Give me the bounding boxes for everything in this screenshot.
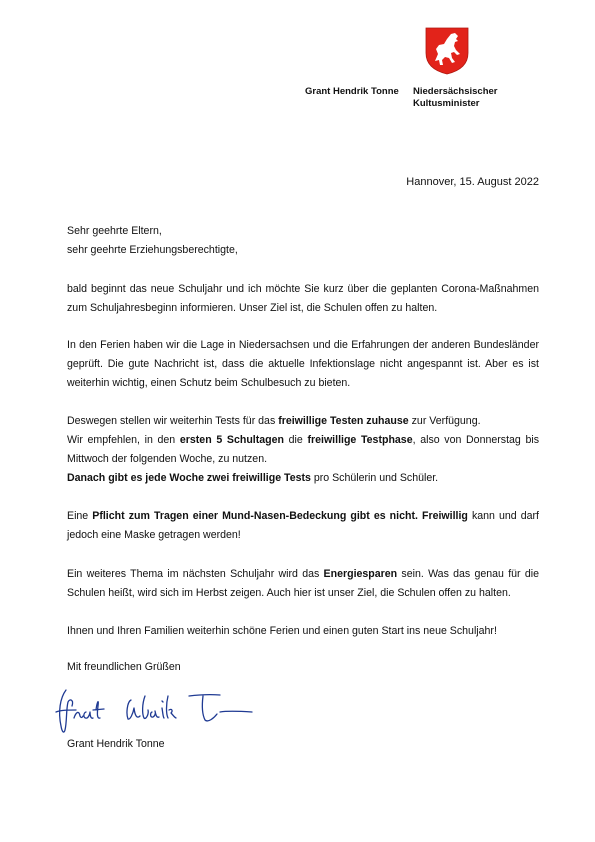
sender-name: Grant Hendrik Tonne xyxy=(305,86,399,97)
niedersachsen-crest-icon xyxy=(425,27,469,75)
bold-run: freiwillige Testphase xyxy=(307,434,413,446)
paragraph-1-text: bald beginnt das neue Schuljahr und ich möchte Sie kurz über die geplanten Corona-Maßnahmen zum Schuljahresbeginn informieren. Unser Ziel ist, die Schulen offen zu halten. xyxy=(67,283,539,314)
sender-title xyxy=(413,86,498,110)
text-run: Eine xyxy=(67,510,93,522)
text-run: , also von Donnerstag bis Mittwoch der folgenden Woche, zu nutzen. xyxy=(67,434,540,465)
paragraph-6 xyxy=(67,622,539,641)
bold-run: Danach gibt es jede Woche zwei freiwillige Tests xyxy=(67,472,311,484)
salutation-line2: sehr geehrte Erziehungsberechtigte, xyxy=(67,244,238,256)
paragraph-5-text xyxy=(67,565,539,603)
sender-title-line2: Kultusminister xyxy=(413,98,480,109)
closing-text: Mit freundlichen Grüßen xyxy=(67,661,181,673)
paragraph-3-line-b xyxy=(67,431,539,469)
salutation-line1: Sehr geehrte Eltern, xyxy=(67,225,162,237)
paragraph-4 xyxy=(67,507,539,545)
signature-printed-name: Grant Hendrik Tonne xyxy=(67,738,165,750)
text-run: zur Verfügung. xyxy=(408,415,481,427)
bold-run: Freiwillig xyxy=(421,510,468,522)
paragraph-3 xyxy=(67,412,539,488)
bold-run: Energiesparen xyxy=(323,568,398,580)
paragraph-5 xyxy=(67,565,539,603)
paragraph-2 xyxy=(67,336,539,393)
paragraph-6-text: Ihnen und Ihren Familien weiterhin schöne Ferien und einen guten Start ins neue Schuljahr! xyxy=(67,625,497,637)
salutation xyxy=(67,222,539,260)
paragraph-3-line-c xyxy=(67,469,539,488)
text-run: die xyxy=(283,434,308,446)
text-run: sein. Was das genau für die Schulen heißt, wird sich im Herbst zeigen. Auch hier ist unser Ziel, die Schulen offen zu halten. xyxy=(67,568,539,599)
bold-run: ersten 5 Schultagen xyxy=(179,434,284,446)
paragraph-3-line-a xyxy=(67,412,539,431)
text-run: Deswegen stellen wir weiterhin Tests für das xyxy=(67,415,279,427)
text-run: Wir empfehlen, in den xyxy=(67,434,180,446)
closing xyxy=(67,658,539,677)
sender-title-line1: Niedersächsischer xyxy=(413,86,498,97)
paragraph-4-text xyxy=(67,507,539,545)
bold-run: freiwillige Testen zuhause xyxy=(278,415,409,427)
text-run: kann und darf jedoch eine Maske getragen werden! xyxy=(67,510,539,541)
handwritten-signature xyxy=(52,688,267,738)
paragraph-2-text: In den Ferien haben wir die Lage in Niedersachsen und die Erfahrungen der anderen Bundesländer geprüft. Die gute Nachricht ist, dass die aktuelle Infektionslage nicht angespannt ist. Aber es ist weiterhin wichtig, einen Schutz beim Schulbesuch zu bieten. xyxy=(67,339,539,389)
bold-run: Pflicht zum Tragen einer Mund-Nasen-Bedeckung gibt es nicht. xyxy=(92,510,418,522)
paragraph-1 xyxy=(67,280,539,318)
text-run: pro Schülerin und Schüler. xyxy=(310,472,439,484)
letter-date: Hannover, 15. August 2022 xyxy=(406,176,539,188)
text-run: Ein weiteres Thema im nächsten Schuljahr wird das xyxy=(67,568,324,580)
